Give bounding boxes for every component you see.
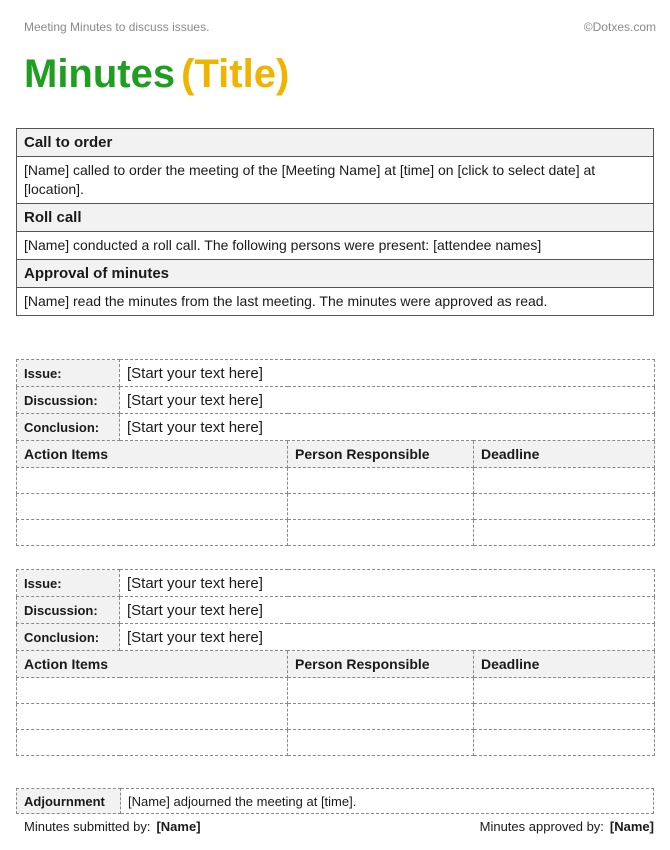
action-item-cell[interactable]: [17, 678, 288, 704]
section-text-approval[interactable]: [Name] read the minutes from the last meeting. The minutes were approved as read.: [17, 288, 654, 316]
section-text-call-to-order[interactable]: [Name] called to order the meeting of the [Meeting Name] at [time] on [click to select date] at [location].: [17, 157, 654, 204]
table-row: [17, 494, 655, 520]
deadline-cell[interactable]: [474, 730, 655, 756]
action-items-header: Action Items: [17, 441, 288, 468]
approved-by: [480, 819, 654, 834]
person-responsible-cell[interactable]: [288, 678, 474, 704]
conclusion-field[interactable]: [Start your text here]: [120, 414, 655, 441]
deadline-header: Deadline: [474, 441, 655, 468]
action-items-header: Action Items: [17, 651, 288, 678]
adjournment-label: Adjournment: [17, 789, 121, 814]
deadline-cell[interactable]: [474, 520, 655, 546]
copyright-text: ©Dotxes.com: [583, 20, 656, 34]
person-responsible-cell[interactable]: [288, 704, 474, 730]
issue-table-2: [16, 569, 655, 756]
person-responsible-cell[interactable]: [288, 468, 474, 494]
approved-by-name[interactable]: [Name]: [609, 819, 654, 834]
section-heading-approval: Approval of minutes: [17, 260, 654, 288]
conclusion-label: Conclusion:: [17, 624, 120, 651]
table-row: [17, 468, 655, 494]
table-row: [17, 678, 655, 704]
deadline-header: Deadline: [474, 651, 655, 678]
submitted-by-name[interactable]: [Name]: [156, 819, 201, 834]
issue-table-1: [16, 359, 655, 546]
discussion-field[interactable]: [Start your text here]: [120, 387, 655, 414]
person-responsible-cell[interactable]: [288, 730, 474, 756]
action-item-cell[interactable]: [17, 520, 288, 546]
title-placeholder[interactable]: (Title): [181, 52, 290, 96]
meeting-sections-table: [16, 128, 654, 316]
action-item-cell[interactable]: [17, 730, 288, 756]
issue-label: Issue:: [17, 570, 120, 597]
conclusion-label: Conclusion:: [17, 414, 120, 441]
deadline-cell[interactable]: [474, 704, 655, 730]
submitted-by: [24, 819, 201, 834]
person-responsible-header: Person Responsible: [288, 651, 474, 678]
action-item-cell[interactable]: [17, 494, 288, 520]
action-item-cell[interactable]: [17, 704, 288, 730]
adjournment-table: [16, 788, 654, 814]
person-responsible-cell[interactable]: [288, 494, 474, 520]
approved-by-label: Minutes approved by:: [479, 819, 604, 834]
section-text-roll-call[interactable]: [Name] conducted a roll call. The following persons were present: [attendee names]: [17, 232, 654, 260]
submitted-by-label: Minutes submitted by:: [24, 819, 151, 834]
deadline-cell[interactable]: [474, 468, 655, 494]
table-row: [17, 730, 655, 756]
person-responsible-header: Person Responsible: [288, 441, 474, 468]
section-heading-call-to-order: Call to order: [17, 129, 654, 157]
document-subtitle: Meeting Minutes to discuss issues.: [24, 20, 210, 34]
issue-field[interactable]: [Start your text here]: [120, 570, 655, 597]
discussion-label: Discussion:: [17, 597, 120, 624]
deadline-cell[interactable]: [474, 678, 655, 704]
adjournment-text[interactable]: [Name] adjourned the meeting at [time].: [121, 789, 654, 814]
table-row: [17, 520, 655, 546]
discussion-label: Discussion:: [17, 387, 120, 414]
table-row: [17, 704, 655, 730]
discussion-field[interactable]: [Start your text here]: [120, 597, 655, 624]
section-heading-roll-call: Roll call: [17, 204, 654, 232]
issue-field[interactable]: [Start your text here]: [120, 360, 655, 387]
deadline-cell[interactable]: [474, 494, 655, 520]
conclusion-field[interactable]: [Start your text here]: [120, 624, 655, 651]
person-responsible-cell[interactable]: [288, 520, 474, 546]
title-main: Minutes: [24, 52, 176, 96]
action-item-cell[interactable]: [17, 468, 288, 494]
page-title[interactable]: [24, 54, 289, 94]
issue-label: Issue:: [17, 360, 120, 387]
